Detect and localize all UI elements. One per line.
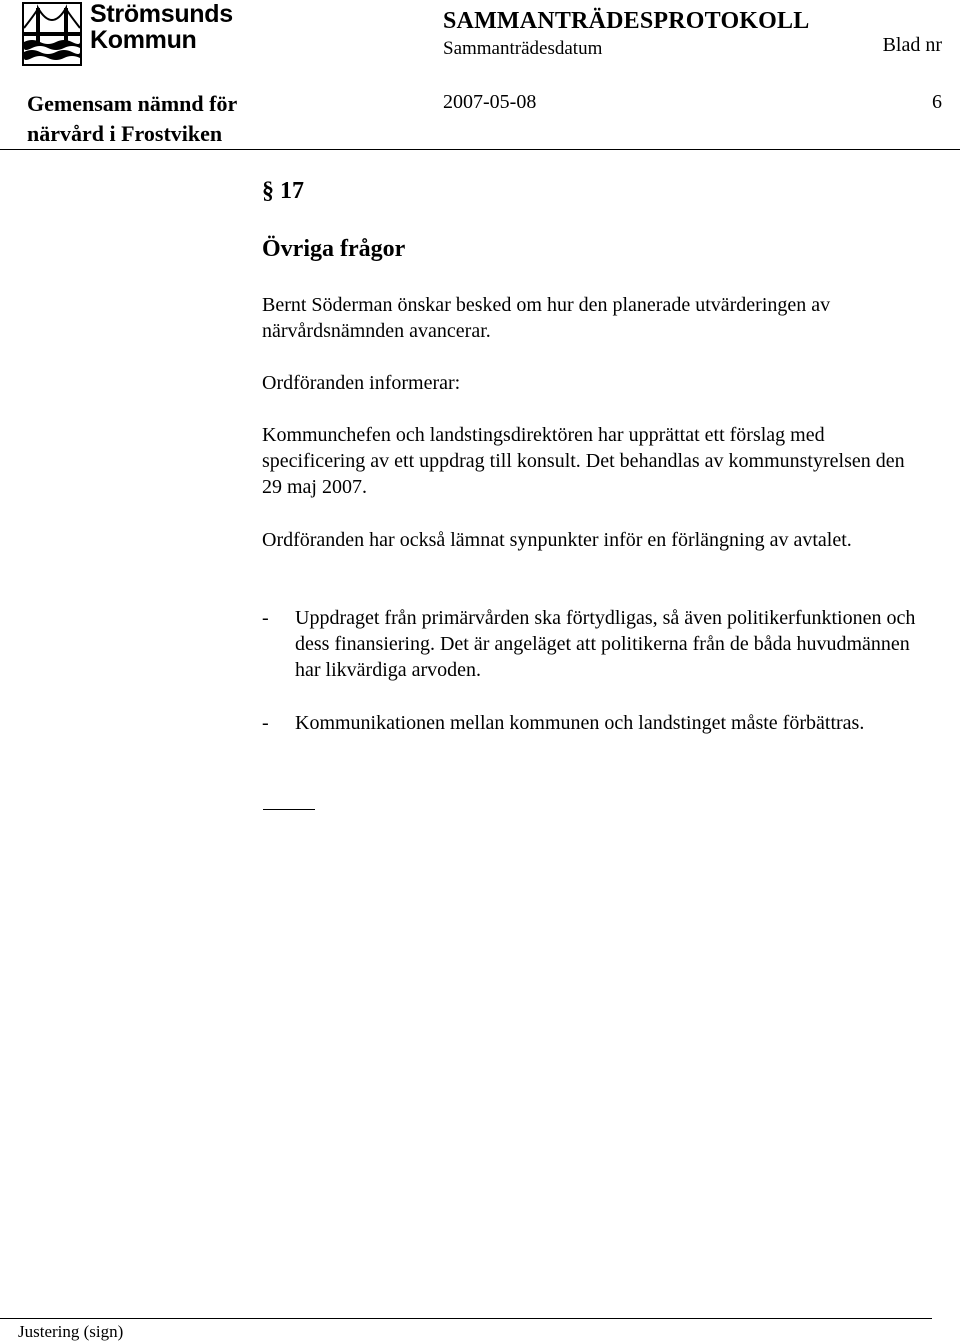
header-divider <box>0 149 960 150</box>
section-number: § 17 <box>262 178 304 204</box>
committee-name <box>27 89 237 149</box>
document-title: SAMMANTRÄDESPROTOKOLL <box>443 8 810 34</box>
bullet-text: Uppdraget från primärvården ska förtydligas, så även politikerfunktionen och dess finansiering. Det är angeläget att politikerna från de båda huvudmännen har likvärdiga arvoden. <box>295 607 916 681</box>
page-number-label: Blad nr <box>882 34 942 56</box>
logo-text-line2: Kommun <box>90 26 197 54</box>
bullet-text: Kommunikationen mellan kommunen och landstinget måste förbättras. <box>295 712 865 734</box>
page-number: 6 <box>932 91 942 113</box>
meeting-date-label: Sammanträdesdatum <box>443 38 603 59</box>
bullet-dash: - <box>262 712 269 734</box>
logo-text-line1: Strömsunds <box>90 0 233 28</box>
signature-label: Justering (sign) <box>18 1322 124 1341</box>
paragraph: Bernt Söderman önskar besked om hur den planerade utvärderingen av närvårdsnämnden avancerar. <box>262 294 831 342</box>
bridge-and-water-icon <box>22 2 82 66</box>
paragraph: Ordföranden informerar: <box>262 372 461 394</box>
paragraph: Ordföranden har också lämnat synpunkter inför en förlängning av avtalet. <box>262 529 852 551</box>
section-end-divider <box>263 809 315 810</box>
bullet-dash: - <box>262 607 269 629</box>
paragraph: Kommunchefen och landstingsdirektören har upprättat ett förslag med specificering av ett uppdrag till konsult. Det behandlas av kommunstyrelsen den 29 maj 2007. <box>262 424 905 498</box>
footer-divider <box>0 1318 932 1319</box>
committee-name-line2: närvård i Frostviken <box>27 121 223 146</box>
section-heading: Övriga frågor <box>262 236 406 262</box>
committee-name-line1: Gemensam nämnd för <box>27 91 238 116</box>
meeting-date: 2007-05-08 <box>443 91 537 113</box>
